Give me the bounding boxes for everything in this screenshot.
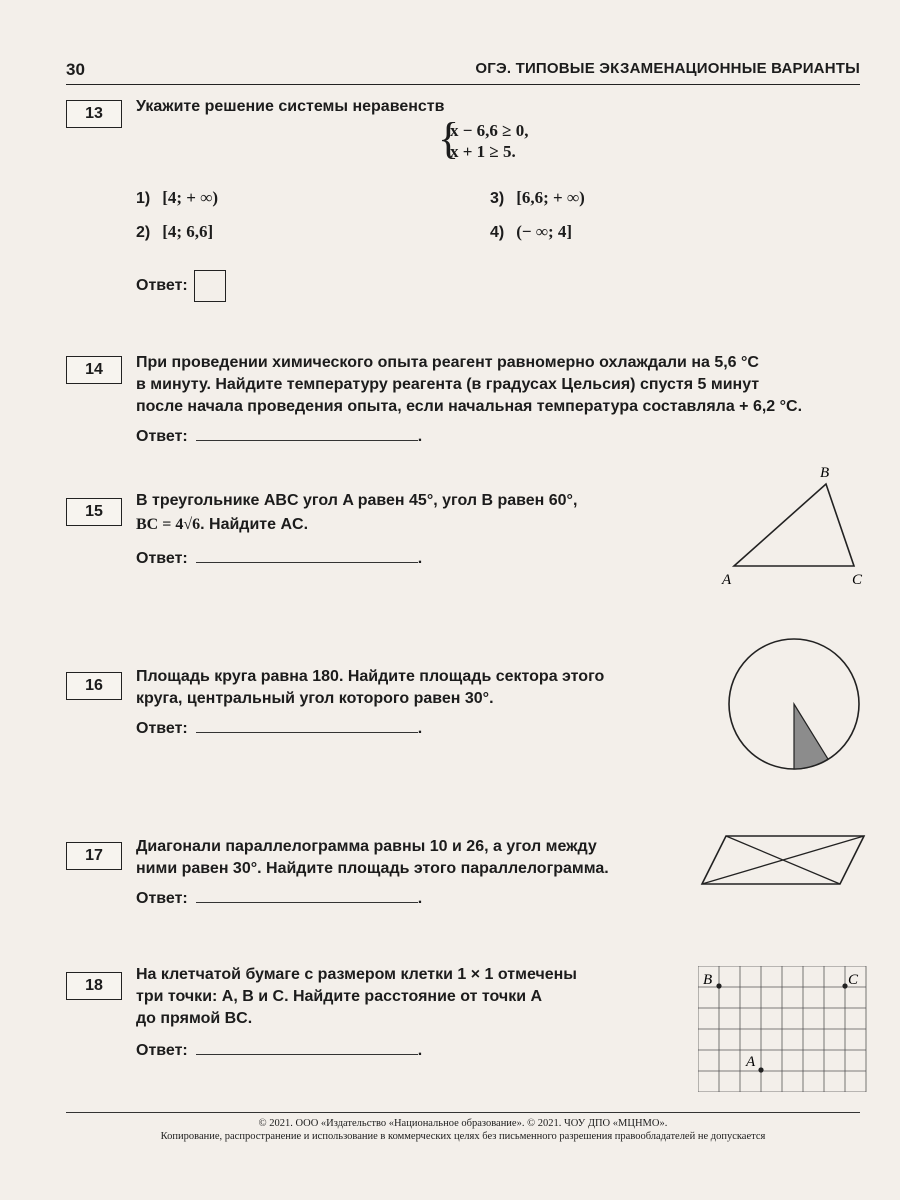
task-text: На клетчатой бумаге с размером клетки 1 × 1 отмечены: [136, 966, 577, 983]
task-number: 18: [66, 972, 122, 1000]
grid-lines: [698, 966, 866, 1092]
answer-row: Ответ: .: [136, 720, 423, 737]
point-label-a: A: [746, 1054, 756, 1070]
task-text: В треугольнике ABC угол A равен 45°, угол B равен 60°,: [136, 492, 578, 509]
page-header: [66, 58, 860, 85]
copyright-line: © 2021. ООО «Издательство «Национальное образование». © 2021. ЧОУ ДПО «МЦНМО».: [258, 1118, 668, 1129]
answer-label: Ответ:: [136, 720, 188, 737]
inequality-system: [438, 114, 529, 163]
task-number: 13: [66, 100, 122, 128]
task-number: 15: [66, 498, 122, 526]
license-line: Копирование, распространение и использование в коммерческих целях без письменного разрешения правообладателей не допускается: [160, 1131, 766, 1142]
answer-line[interactable]: [196, 718, 418, 733]
task-text: три точки: A, B и C. Найдите расстояние от точки A: [136, 988, 543, 1005]
answer-row: Ответ: .: [136, 428, 423, 445]
task-number: 14: [66, 356, 122, 384]
parallelogram-figure: [700, 832, 870, 892]
task-text-line2: [136, 514, 308, 536]
system-line: x − 6,6 ≥ 0,: [450, 121, 529, 140]
task-question: . Найдите AC.: [200, 516, 309, 533]
option-3[interactable]: [490, 188, 585, 208]
vertex-label-b: B: [820, 465, 830, 481]
point-a: [758, 1067, 763, 1072]
option-4[interactable]: [490, 222, 572, 242]
task-14: [66, 356, 866, 456]
answer-line[interactable]: [196, 548, 418, 563]
task-number: 17: [66, 842, 122, 870]
answer-row: Ответ: .: [136, 890, 423, 907]
page-number: 30: [66, 60, 85, 79]
task-text: При проведении химического опыта реагент равномерно охлаждали на 5,6 °С: [136, 354, 759, 371]
answer-line[interactable]: [196, 1040, 418, 1055]
option-value: [6,6; + ∞): [516, 188, 585, 207]
system-line: x + 1 ≥ 5.: [450, 142, 516, 161]
option-key: 2): [136, 224, 151, 241]
grid-figure: [698, 966, 870, 1092]
task-text: до прямой BC.: [136, 1010, 253, 1027]
option-value: [4; 6,6]: [162, 222, 214, 241]
option-value: [4; + ∞): [162, 188, 219, 207]
answer-line[interactable]: [196, 888, 418, 903]
answer-label: Ответ:: [136, 277, 188, 295]
option-2[interactable]: [136, 222, 213, 242]
answer-row: Ответ: .: [136, 1042, 423, 1059]
option-key: 3): [490, 190, 505, 207]
task-number: 16: [66, 672, 122, 700]
answer-box[interactable]: [194, 270, 226, 302]
option-1[interactable]: [136, 188, 218, 208]
answer-row: [136, 270, 226, 302]
task-text: в минуту. Найдите температуру реагента (в градусах Цельсия) спустя 5 минут: [136, 376, 760, 393]
task-text: после начала проведения опыта, если начальная температура составляла + 6,2 °С.: [136, 398, 803, 415]
task-13: [66, 100, 866, 300]
given-equation: BC = 4√6: [136, 516, 201, 533]
circle-sector-figure: [724, 634, 864, 774]
point-c: [842, 983, 847, 988]
point-label-b: B: [703, 972, 713, 988]
header-title: ОГЭ. ТИПОВЫЕ ЭКЗАМЕНАЦИОННЫЕ ВАРИАНТЫ: [475, 60, 860, 77]
answer-label: Ответ:: [136, 1042, 188, 1059]
answer-label: Ответ:: [136, 428, 188, 445]
task-text: ними равен 30°. Найдите площадь этого параллелограмма.: [136, 860, 609, 877]
answer-label: Ответ:: [136, 550, 188, 567]
point-b: [716, 983, 721, 988]
option-key: 4): [490, 224, 505, 241]
system-brace: {: [438, 114, 460, 163]
triangle-abc: [734, 484, 854, 566]
task-text: Площадь круга равна 180. Найдите площадь сектора этого: [136, 668, 605, 685]
point-label-c: C: [848, 972, 859, 988]
option-value: (− ∞; 4]: [516, 222, 573, 241]
task-text: Диагонали параллелограмма равны 10 и 26, а угол между: [136, 838, 597, 855]
task-text: круга, центральный угол которого равен 30°.: [136, 690, 494, 707]
answer-label: Ответ:: [136, 890, 188, 907]
task-prompt: Укажите решение системы неравенств: [136, 98, 445, 115]
option-key: 1): [136, 190, 151, 207]
vertex-label-a: A: [722, 572, 732, 588]
vertex-label-c: C: [852, 572, 863, 588]
sector: [794, 704, 828, 769]
footer: [66, 1112, 860, 1143]
triangle-figure: [716, 462, 876, 592]
answer-row: Ответ: .: [136, 550, 423, 567]
answer-line[interactable]: [196, 426, 418, 441]
diagonal: [702, 836, 864, 884]
